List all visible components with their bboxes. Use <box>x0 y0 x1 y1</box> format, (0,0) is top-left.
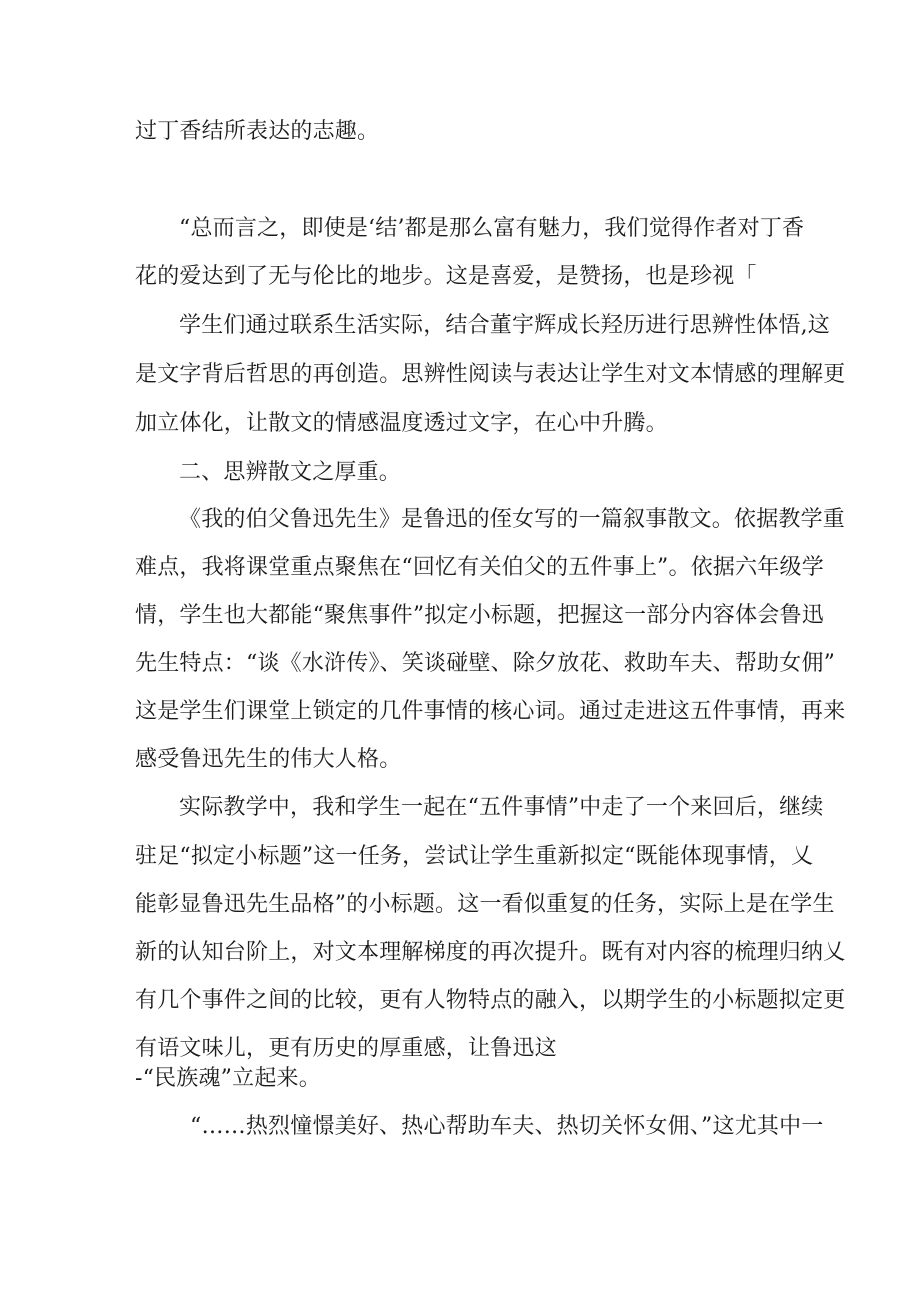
text-line: 感受鲁迅先生的伟大人格。 <box>135 747 402 772</box>
text-line: 过丁香结所表达的志趣。 <box>135 119 380 144</box>
text-line: 能彰显鲁迅先生品格”的小标题。这一看似重复的任务，实际上是在学生 <box>135 892 835 917</box>
text-line: 加立体化，让散文的情感温度透过文字，在心中升腾。 <box>135 411 668 436</box>
text-line: 实际教学中，我和学生一起在“五件事情”中走了一个来回后，继续 <box>179 795 824 820</box>
text-line: “……热烈憧憬美好、热心帮助车夫、热切关怀女佣、”这尤其中一 <box>190 1114 824 1139</box>
text-line: 是文字背后哲思的再创造。思辨性阅读与表达让学生对文本情感的理解更 <box>135 362 846 387</box>
text-line: 驻足“拟定小标题”这一任务，尝试让学生重新拟定“既能体现事情，乂 <box>135 844 814 869</box>
text-line: 新的认知台阶上，对文本理解梯度的再次提升。既有对内容的梳理归纳乂 <box>135 940 846 965</box>
text-line: 难点，我将课堂重点聚焦在“回忆有关伯父的五件事上”。依据六年级学 <box>135 555 824 580</box>
section-heading: 二、思辨散文之厚重。 <box>179 460 402 485</box>
text-line: “总而言之，即使是‘结’都是那么富有魅力，我们觉得作者对丁香 <box>179 216 805 241</box>
text-line: 学生们通过联系生活实际，结合董宇辉成长羟历进行思辨性体悟,这 <box>179 313 830 338</box>
text-line: -“民族魂”立起来。 <box>135 1066 321 1091</box>
text-line: 这是学生们课堂上锁定的几件事情的核心词。通过走进这五件事情，再来 <box>135 699 846 724</box>
text-line: 有语文味儿，更有历史的厚重感，让鲁迅这 <box>135 1036 557 1061</box>
text-line: 花的爱达到了无与伦比的地步。这是喜爱，是赞扬，也是珍视「 <box>135 264 757 289</box>
text-line: 情，学生也大都能“聚焦事件”拟定小标题，把握这一部分内容体会鲁迅 <box>135 603 824 628</box>
text-line: 有几个事件之间的比较，更有人物特点的融入，以期学生的小标题拟定更 <box>135 988 846 1013</box>
text-line: 先生特点：“谈《水浒传》、笑谈碰壁、除夕放花、救助车夫、帮助女佣” <box>135 651 836 676</box>
text-line: 《我的伯父鲁迅先生》是鲁迅的侄女写的一篇叙事散文。依据教学重 <box>179 507 846 532</box>
